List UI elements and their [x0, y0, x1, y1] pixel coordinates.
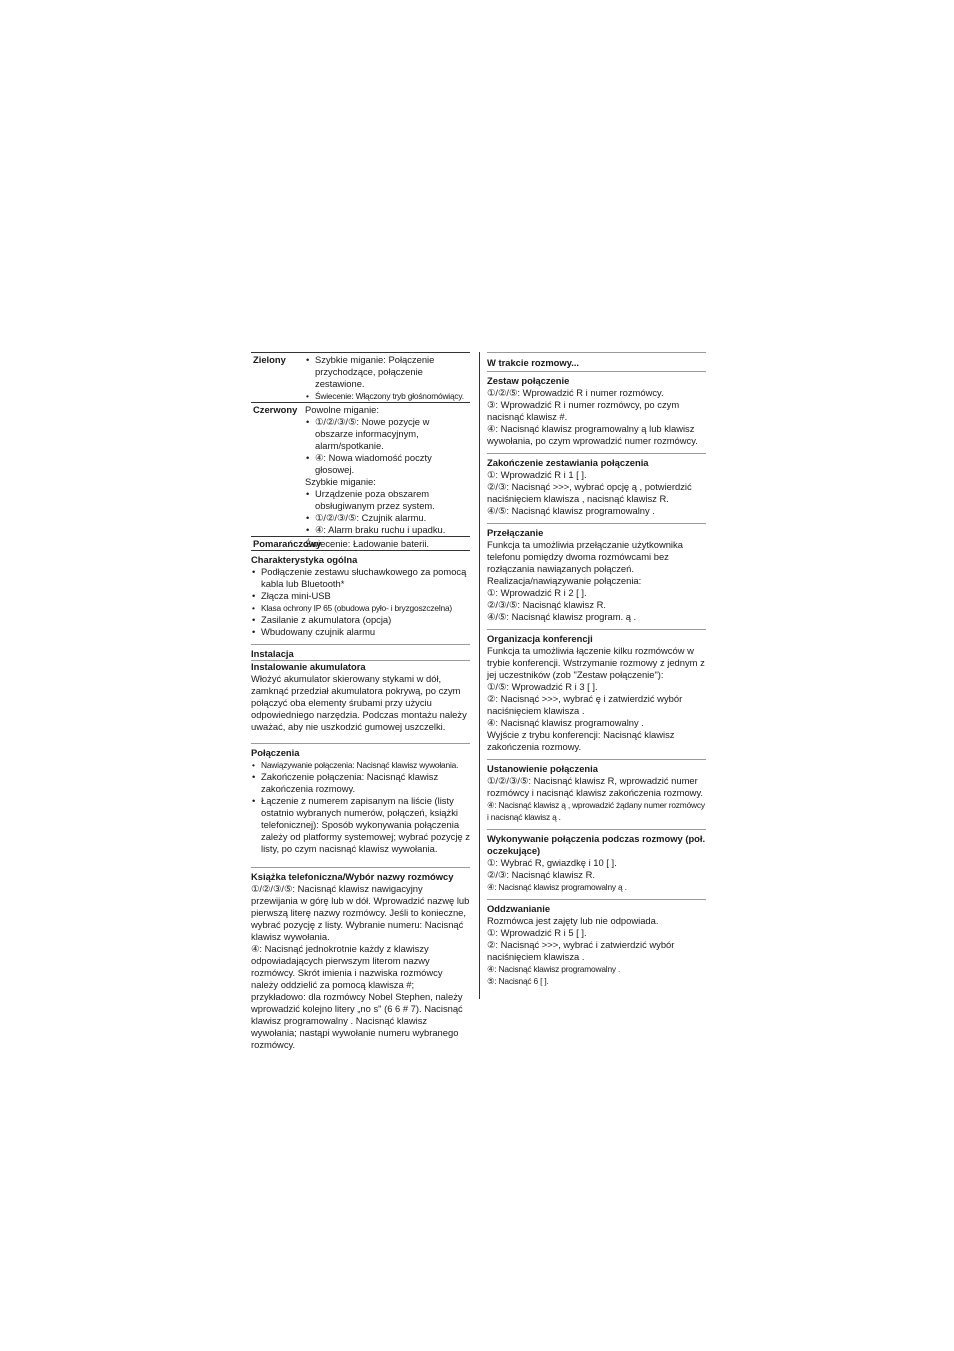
general-item: • Złącza mini-USB [251, 590, 470, 602]
led-red-fast-item: • ①/②/③/⑤: Czujnik alarmu. [305, 512, 470, 524]
general-item: • Wbudowany czujnik alarmu [251, 626, 470, 638]
section-line: Wyjście z trybu konferencji: Nacisnąć klawisz zakończenia rozmowy. [487, 729, 675, 752]
install-subtitle: Instalowanie akumulatora [251, 660, 470, 673]
general-section [251, 554, 470, 638]
section-callback [487, 899, 706, 987]
led-red-fast-item: • ④: Alarm braku ruchu i upadku. [305, 524, 470, 536]
phonebook-title: Książka telefoniczna/Wybór nazwy rozmówcy [251, 871, 454, 882]
left-column [251, 352, 470, 1051]
section-line: ④: Nacisnąć klawisz programowalny ą lub klawisz wywołania, po czym wprowadzić numer rozmówcy. [487, 423, 698, 446]
section-switching [487, 523, 706, 623]
led-row-red [251, 402, 470, 536]
install-text: Włożyć akumulator skierowany stykami w dół, zamknąć przedział akumulatora pokrywą, po czym połączyć oba elementy śrubami przy użyciu odpowiedniego narzędzia. Podczas montażu należy uważać, aby nie uszkodzić gumowej uszczelki. [251, 673, 467, 732]
phonebook-p2: ④: Nacisnąć jednokrotnie każdy z klawiszy odpowiadających pierwszym literom nazwy rozmówcy. Skrót imienia i nazwiska rozmówcy należy oddzielić za pomocą klawisza #; przykładowo: dla rozmówcy Nobel Stephen, należy wprowadzić kolejno litery „no s" (6 6 # 7). Nacisnąć klawisz programowalny . Nacisnąć klawisz wywołania; nastąpi wywołanie numeru wybranego rozmówcy. [251, 943, 463, 1050]
led-red-slow-title: Powolne miganie: [305, 404, 380, 415]
section-line: ④: Nacisnąć klawisz ą , wprowadzić żądany numer rozmówcy i nacisnąć klawisz ą . [487, 800, 705, 822]
section-line: ⑤: Nacisnąć 6 [ ]. [487, 976, 549, 986]
right-title: W trakcie rozmowy... [487, 352, 706, 369]
section-line: ③: Wprowadzić R i numer rozmówcy, po czym nacisnąć klawisz #. [487, 399, 680, 422]
calls-title: Połączenia [251, 747, 300, 758]
section-connect [487, 371, 706, 447]
section-line: ①: Wprowadzić R i 2 [ ]. [487, 587, 587, 598]
section-title: Zestaw połączenie [487, 375, 570, 386]
section-line: ②/③: Nacisnąć klawisz R. [487, 869, 595, 880]
section-line: ②/③/⑤: Nacisnąć klawisz R. [487, 599, 606, 610]
section-title: Ustanowienie połączenia [487, 763, 598, 774]
led-red-fast-title: Szybkie miganie: [305, 476, 376, 487]
section-line: ④: Nacisnąć klawisz programowalny ą . [487, 882, 627, 892]
section-line: ①/⑤: Wprowadzić R i 3 [ ]. [487, 681, 598, 692]
section-line: Funkcja ta umożliwia przełączanie użytkownika telefonu pomiędzy dwoma rozmówcami bez rozłączania nawiązanych połączeń. Realizacja/nawiązywanie połączenia: [487, 539, 683, 586]
phonebook-section [251, 867, 470, 1051]
phonebook-p1: ①/②/③/⑤: Nacisnąć klawisz nawigacyjny przewijania w górę lub w dół. Wprowadzić nazwę lub pierwszą literę nazwy rozmówcy. Jeśli to konieczne, wybrać pozycję z listy. Wybranie numeru: Nacisnąć klawisz wywołania. [251, 883, 470, 942]
led-row-green [251, 352, 470, 402]
led-label-green: Zielony [253, 354, 286, 365]
led-label-orange: Pomarańczowy [253, 538, 322, 549]
section-end-connect [487, 453, 706, 517]
section-line: ①: Wprowadzić R i 1 [ ]. [487, 469, 587, 480]
section-line: ①/②/③/⑤: Nacisnąć klawisz R, wprowadzić numer rozmówcy i nacisnąć klawisz zakończenia rozmowy. [487, 775, 704, 798]
led-table [251, 352, 470, 551]
led-label-red: Czerwony [253, 404, 298, 415]
general-item: • Zasilanie z akumulatora (opcja) [251, 614, 470, 626]
column-divider [479, 352, 480, 999]
led-green-item: • Świecenie: Włączony tryb głośnomówiący. [305, 390, 470, 402]
right-column [487, 352, 706, 987]
general-title: Charakterystyka ogólna [251, 554, 358, 565]
led-red-fast-item: • Urządzenie poza obszarem obsługiwanym przez system. [305, 488, 470, 512]
section-line: ④: Nacisnąć klawisz programowalny . [487, 964, 621, 974]
section-call-waiting [487, 829, 706, 893]
section-line: Rozmówca jest zajęty lub nie odpowiada. [487, 915, 659, 926]
section-line: ②: Nacisnąć >>>, wybrać i zatwierdzić wybór naciśnięciem klawisza . [487, 939, 675, 962]
section-title: Zakończenie zestawiania połączenia [487, 457, 649, 468]
led-row-orange [251, 536, 470, 551]
section-line: ④: Nacisnąć klawisz programowalny . [487, 717, 644, 728]
calls-item: • Zakończenie połączenia: Nacisnąć klawisz zakończenia rozmowy. [251, 771, 470, 795]
section-line: ④/⑤: Nacisnąć klawisz programowalny . [487, 505, 655, 516]
section-line: ①: Wybrać R, gwiazdkę i 10 [ ]. [487, 857, 617, 868]
section-establish [487, 759, 706, 823]
led-orange-text: Świecenie: Ładowanie baterii. [305, 538, 430, 549]
section-title: Organizacja konferencji [487, 633, 593, 644]
led-red-slow-item: • ①/②/③/⑤: Nowe pozycje w obszarze informacyjnym, alarm/spotkanie. [305, 416, 470, 452]
section-line: ①/②/⑤: Wprowadzić R i numer rozmówcy. [487, 387, 664, 398]
section-line: ①: Wprowadzić R i 5 [ ]. [487, 927, 587, 938]
section-title: Oddzwanianie [487, 903, 551, 914]
install-section [251, 644, 470, 733]
section-line: ②: Nacisnąć >>>, wybrać ę i zatwierdzić wybór naciśnięciem klawisza . [487, 693, 683, 716]
section-line: ④/⑤: Nacisnąć klawisz program. ą . [487, 611, 637, 622]
general-item: • Klasa ochrony IP 65 (obudowa pyło- i bryzgoszczelna) [251, 602, 470, 614]
led-green-item: • Szybkie miganie: Połączenie przychodzące, połączenie zestawione. [305, 354, 470, 390]
section-title: Wykonywanie połączenia podczas rozmowy (poł. oczekujące) [487, 833, 706, 856]
section-title: Przełączanie [487, 527, 544, 538]
calls-section [251, 743, 470, 855]
section-line: ②/③: Nacisnąć >>>, wybrać opcję ą , potwierdzić naciśnięciem klawisza , nacisnąć klawisz R. [487, 481, 692, 504]
general-item: • Podłączenie zestawu słuchawkowego za pomocą kabla lub Bluetooth* [251, 566, 470, 590]
install-title: Instalacja [251, 648, 294, 659]
calls-item: • Nawiązywanie połączenia: Nacisnąć klawisz wywołania. [251, 759, 470, 771]
led-red-slow-item: • ④: Nowa wiadomość poczty głosowej. [305, 452, 470, 476]
calls-item: • Łączenie z numerem zapisanym na liście (listy ostatnio wybranych numerów, połączeń, książki telefonicznej): Sposób wykonywania połączenia zależy od platformy systemowej; wybrać pozycję z listy, po czym nacisnąć klawisz wywołania. [251, 795, 470, 855]
section-conference [487, 629, 706, 753]
section-line: Funkcja ta umożliwia łączenie kilku rozmówców w trybie konferencji. Wstrzymanie rozmowy z jednym z jej uczestników (zob "Zestaw połączenie"): [487, 645, 705, 680]
